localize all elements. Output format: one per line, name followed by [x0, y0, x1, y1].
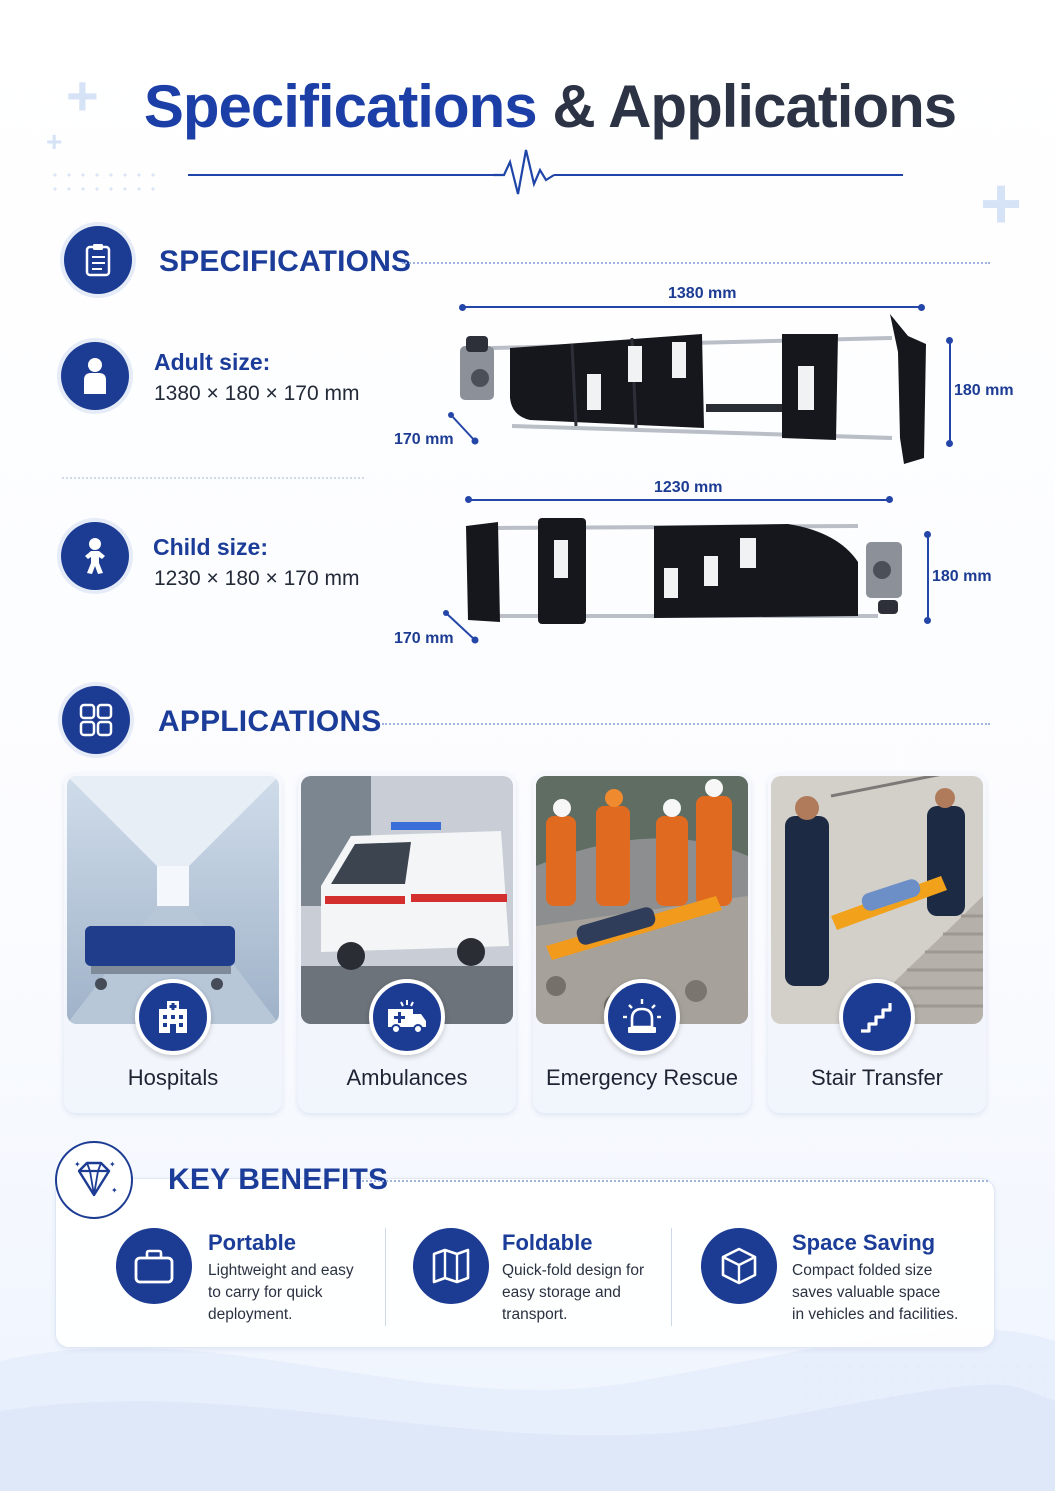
hospital-icon — [135, 979, 211, 1055]
application-card-stair-transfer — [768, 773, 986, 1113]
child-height-label: 170 mm — [394, 630, 454, 647]
title-part-2: & Applications — [552, 73, 957, 140]
dimension-dot — [886, 496, 893, 503]
application-label: Emergency Rescue — [546, 1065, 738, 1090]
plus-decoration: + — [46, 126, 63, 157]
child-stretcher-image — [458, 512, 914, 647]
section-divider — [382, 723, 990, 725]
benefit-text-line: Lightweight and easy — [208, 1262, 354, 1279]
ambulance-icon — [369, 979, 445, 1055]
title-part-1: Specifications — [143, 73, 537, 140]
diamond-icon — [55, 1141, 133, 1219]
grid-icon — [62, 686, 130, 754]
application-card-hospitals — [64, 773, 282, 1113]
dimension-dot — [465, 496, 472, 503]
briefcase-icon — [116, 1228, 192, 1304]
benefit-text-line: in vehicles and facilities. — [792, 1306, 959, 1323]
benefit-separator — [671, 1228, 672, 1326]
application-card-emergency-rescue — [533, 773, 751, 1113]
adult-size-value: 1380 × 180 × 170 mm — [154, 382, 360, 405]
adult-width-line — [949, 340, 951, 443]
dot-pattern — [48, 168, 158, 196]
size-divider — [62, 477, 364, 479]
child-person-icon — [61, 522, 129, 590]
application-label: Stair Transfer — [810, 1065, 944, 1090]
benefit-text-line: transport. — [502, 1306, 568, 1323]
application-card-ambulances — [298, 773, 516, 1113]
heartbeat-divider — [188, 142, 908, 200]
adult-person-icon — [61, 342, 129, 410]
specifications-heading: SPECIFICATIONS — [159, 245, 412, 278]
dimension-dot — [946, 337, 953, 344]
svg-text:✦: ✦ — [74, 1160, 81, 1169]
applications-heading: APPLICATIONS — [158, 705, 382, 738]
plus-decoration: + — [66, 64, 99, 127]
child-length-line — [468, 499, 890, 501]
section-divider — [402, 262, 990, 264]
box-icon — [701, 1228, 777, 1304]
adult-stretcher-image — [452, 308, 934, 468]
clipboard-icon — [64, 226, 132, 294]
child-width-line — [927, 534, 929, 621]
child-size-value: 1230 × 180 × 170 mm — [154, 567, 360, 590]
benefit-text-line: saves valuable space — [792, 1284, 941, 1301]
dimension-dot — [924, 617, 931, 624]
svg-text:✦: ✦ — [109, 1160, 116, 1169]
adult-length-label: 1380 mm — [668, 285, 737, 302]
benefit-title: Portable — [208, 1230, 297, 1255]
benefit-text-line: easy storage and — [502, 1284, 621, 1301]
adult-height-label: 170 mm — [394, 431, 454, 448]
folded-map-icon — [413, 1228, 489, 1304]
svg-text:✦: ✦ — [111, 1186, 118, 1195]
benefit-title: Foldable — [502, 1230, 593, 1255]
benefits-heading: KEY BENEFITS — [168, 1163, 389, 1196]
adult-width-label: 180 mm — [954, 382, 1014, 399]
benefit-text-line: deployment. — [208, 1306, 293, 1323]
child-width-label: 180 mm — [932, 568, 992, 585]
plus-decoration: + — [980, 164, 1023, 244]
dimension-dot — [946, 440, 953, 447]
benefit-text-line: Compact folded size — [792, 1262, 933, 1279]
child-length-label: 1230 mm — [654, 479, 723, 496]
dimension-dot — [924, 531, 931, 538]
siren-icon — [604, 979, 680, 1055]
benefit-separator — [385, 1228, 386, 1326]
benefit-text-line: Quick-fold design for — [502, 1262, 645, 1279]
adult-size-title: Adult size: — [154, 349, 271, 375]
benefit-text-line: to carry for quick — [208, 1284, 323, 1301]
stairs-icon — [839, 979, 915, 1055]
application-label: Ambulances — [346, 1065, 468, 1090]
child-size-title: Child size: — [153, 534, 269, 560]
section-divider — [362, 1180, 988, 1182]
benefit-title: Space Saving — [792, 1230, 936, 1255]
application-label: Hospitals — [127, 1065, 219, 1090]
page-title — [0, 72, 1055, 141]
